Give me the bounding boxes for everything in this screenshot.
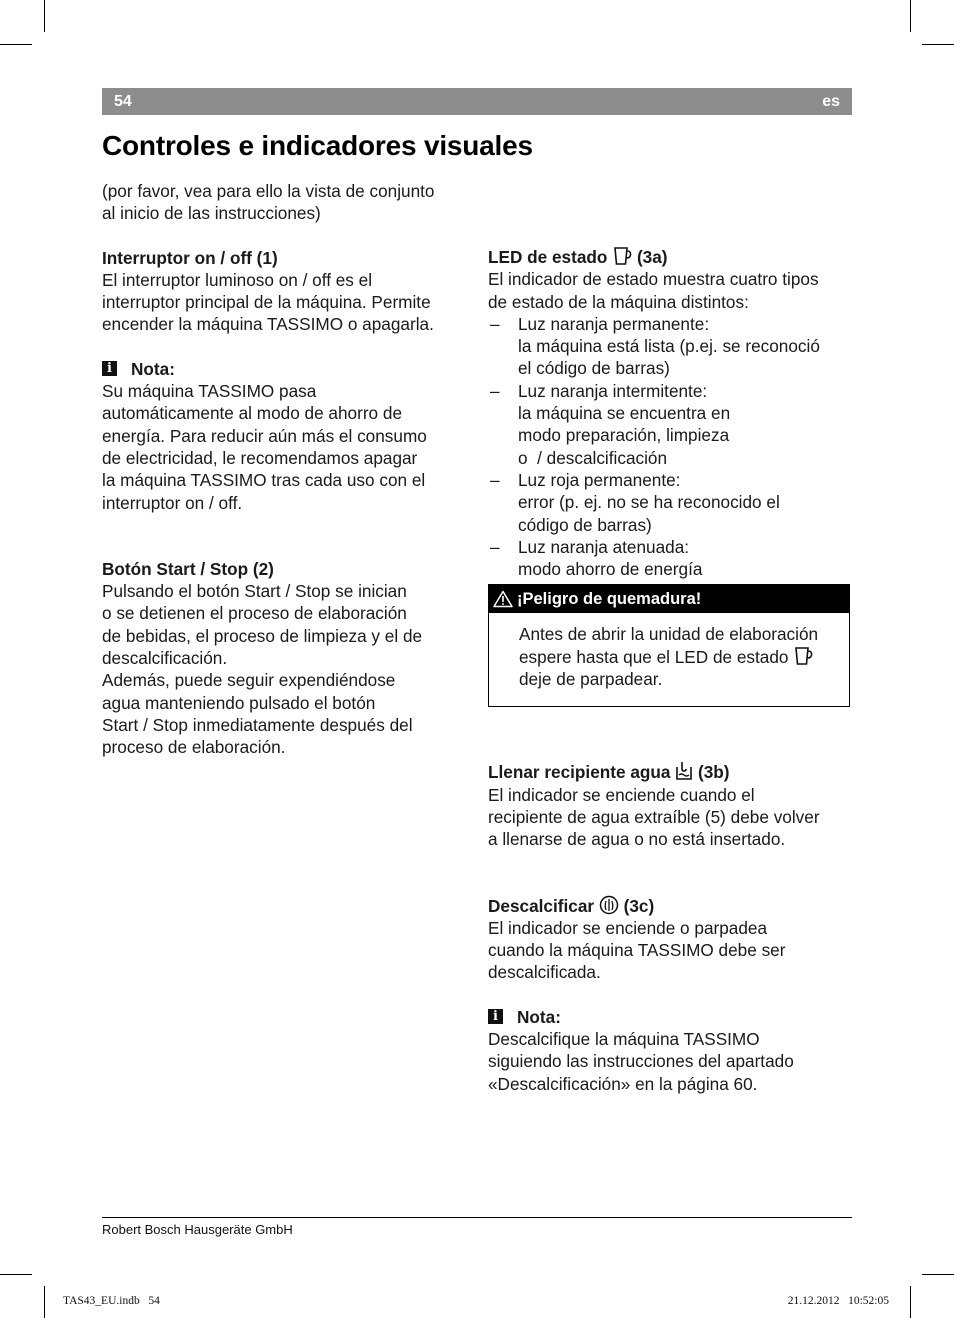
list-item [488,536,854,581]
section-heading [488,246,854,268]
page-title: Controles e indicadores visuales [102,130,533,161]
warning-body [489,613,849,706]
text-line: Start / Stop inmediatamente después del [102,714,413,735]
text-line: El indicador se enciende cuando el [488,784,755,805]
crop-mark [922,44,954,45]
print-slug-datetime: 21.12.2012 10:52:05 [787,1295,889,1307]
right-column [488,246,854,1095]
text-line: energía. Para reducir aún más el consumo [102,425,427,446]
section-heading: Botón Start / Stop (2) [102,558,274,579]
intro-line: al inicio de las instrucciones) [102,203,321,224]
heading-text: Llenar recipiente agua [488,762,671,783]
item-line: la máquina está lista (p.ej. se reconoció [518,336,820,357]
cup-icon [612,246,632,266]
text-line: interruptor principal de la máquina. Permite [102,292,431,313]
item-line: – Luz naranja atenuada: [518,536,690,557]
text-line: Pulsando el botón Start / Stop se inician [102,581,407,602]
text-line: de bebidas, el proceso de limpieza y el de [102,625,423,646]
item-line: – Luz naranja intermitente: [518,380,708,401]
text-line: descalcificada. [488,962,601,983]
text-line: o se detienen el proceso de elaboración [102,603,407,624]
note-energy-saving [102,358,472,514]
text-line: recipiente de agua extraíble (5) debe volver [488,806,820,827]
section-heading: Interruptor on / off (1) [102,247,278,268]
section-power-switch [102,247,472,336]
text-line: la máquina TASSIMO tras cada uso con el [102,470,426,491]
text-line: cuando la máquina TASSIMO debe ser [488,940,786,961]
left-column [102,180,472,759]
note-heading [102,358,472,380]
cup-icon [793,646,813,666]
text-line: El interruptor luminoso on / off es el [102,269,373,290]
descale-icon [599,895,619,915]
text-fragment: espere hasta que el LED de estado [519,646,789,667]
page-number: 54 [114,92,132,110]
text-line: Antes de abrir la unidad de elaboración [519,624,819,645]
text-line: El indicador de estado muestra cuatro tipos [488,269,819,290]
crop-mark [0,1274,32,1275]
text-line: Descalcifique la máquina TASSIMO [488,1029,760,1050]
note-heading [488,1006,854,1028]
water-tank-icon [675,761,693,781]
item-line: – Luz roja permanente: [518,469,681,490]
section-heading [488,761,854,783]
text-line: interruptor on / off. [102,492,243,513]
warning-box [488,584,850,707]
heading-ref: (3c) [623,895,655,916]
item-line: – Luz naranja permanente: [518,313,710,334]
crop-mark [922,1274,954,1275]
list-item [488,469,854,536]
text-line: El indicador se enciende o parpadea [488,917,768,938]
text-line: a llenarse de agua o no está insertado. [488,829,786,850]
text-line: siguiendo las instrucciones del apartado [488,1051,794,1072]
footer-company: Robert Bosch Hausgeräte GmbH [102,1222,293,1237]
language-code: es [822,92,840,110]
note-label: Nota: [517,1006,561,1027]
text-line: de estado de la máquina distintos: [488,291,749,312]
footer-divider [102,1217,852,1218]
page-header-bar [102,88,852,115]
text-line: «Descalcificación» en la página 60. [488,1073,758,1094]
item-line: el código de barras) [518,358,670,379]
intro-line: (por favor, vea para ello la vista de conjunto [102,181,435,201]
section-descale [488,895,854,984]
warning-title: ¡Peligro de quemadura! [517,590,702,609]
crop-mark [44,0,45,32]
item-line: la máquina se encuentra en [518,403,731,424]
status-list [488,313,854,581]
text-line: descalcificación. [102,648,228,669]
section-start-stop [102,558,472,759]
heading-text: LED de estado [488,247,608,267]
warning-heading [489,585,849,613]
text-line: proceso de elaboración. [102,737,286,758]
note-label: Nota: [131,358,175,379]
print-slug-file: TAS43_EU.indb 54 [63,1295,160,1307]
info-icon: i [488,1009,503,1024]
text-line: deje de parpadear. [519,669,663,690]
item-line: o / descalcificación [518,447,668,468]
section-water-tank [488,761,854,850]
info-icon: i [102,361,117,376]
text-line: automáticamente al modo de ahorro de [102,403,403,424]
section-heading [488,895,854,917]
warning-triangle-icon [493,590,513,608]
text-line: agua manteniendo pulsado el botón [102,692,376,713]
heading-ref: (3a) [636,247,668,267]
item-line: error (p. ej. no se ha reconocido el [518,492,780,513]
crop-mark [910,1286,911,1318]
crop-mark [0,44,32,45]
text-line: Su máquina TASSIMO pasa [102,381,317,402]
heading-text: Descalcificar [488,895,595,916]
text-line: Además, puede seguir expendiéndose [102,670,396,691]
item-line: código de barras) [518,514,652,535]
text-line [519,646,847,668]
heading-ref: (3b) [698,762,730,783]
crop-mark [44,1286,45,1318]
item-line: modo preparación, limpieza [518,425,730,446]
text-line: encender la máquina TASSIMO o apagarla. [102,314,434,335]
crop-mark [910,0,911,32]
section-status-led [488,246,854,580]
text-line: de electricidad, le recomendamos apagar [102,447,418,468]
note-descaling [488,1006,854,1095]
list-item [488,380,854,469]
list-item [488,313,854,380]
item-line: modo ahorro de energía [518,559,703,580]
